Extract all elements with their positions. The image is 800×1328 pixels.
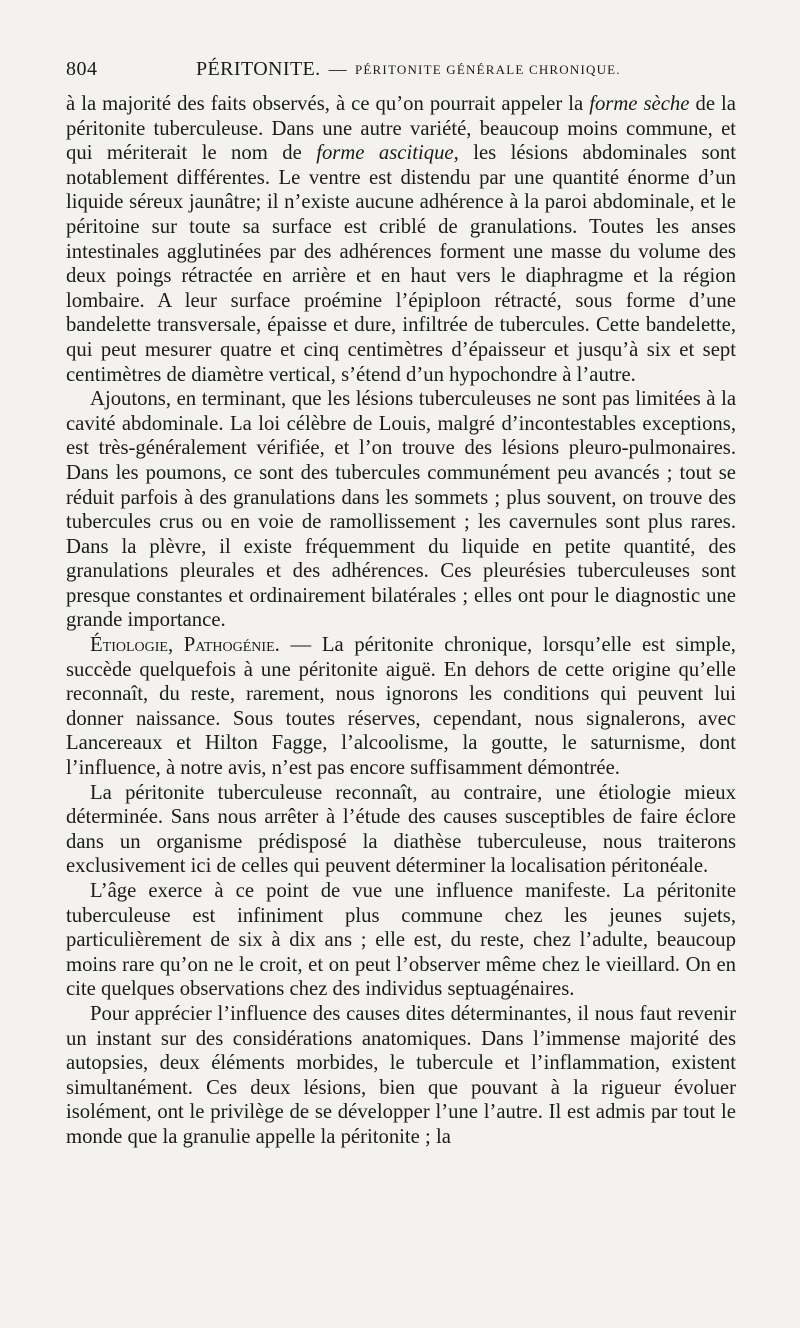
running-head [196, 58, 621, 81]
paragraph-text: , les lésions abdominales sont notablement différentes. Le ventre est distendu par une quantité énorme d’un liquide séreux jaunâtre; il n’existe aucune adhérence à la paroi abdominale, et le péritoine sur toute sa surface est criblé de granulations. Toutes les anses intestinales agglutinées par des adhérences forment une masse du volume des deux poings rétractée en arrière et en haut vers le diaphragme et la région lombaire. A leur surface proémine l’épiploon rétracté, sous forme d’une bandelette transversale, épaisse et dure, infiltrée de tubercules. Cette bandelette, qui peut mesurer quatre et cinq centimètres d’épaisseur et jusqu’à six et sept centimètres de diamètre vertical, s’étend d’un hypochondre à l’autre. [66, 142, 736, 386]
paragraph-lesions-pleuro-pulmonaires: Ajoutons, en terminant, que les lésions tuberculeuses ne sont pas limitées à la cavité abdominale. La loi célèbre de Louis, malgré d’incontestables exceptions, est très-généralement vérifiée, et l’on trouve des lésions pleuro-pulmonaires. Dans les poumons, ce sont des tubercules communément peu avancés ; tout se réduit parfois à des granulations dans les sommets ; plus souvent, on trouve des tubercules crus ou en voie de ramollissement ; les cavernules sont plus rares. Dans la plèvre, il existe fréquemment du liquide en petite quantité, des granulations pleurales et des adhérences. Ces pleurésies tuberculeuses sont presque constantes et ordinairement bilatérales ; elles ont pour le diagnostic une grande importance. [66, 388, 736, 632]
paragraph-etiologie-tuberculeuse: La péritonite tuberculeuse reconnaît, au contraire, une étiologie mieux déterminée. Sans nous arrêter à l’étude des causes susceptibles de faire éclore dans un organisme prédisposé la diathèse tuberculeuse, nous traiterons exclusivement ici de celles qui peuvent déterminer la localisation péritonéale. [66, 781, 736, 878]
body-text [66, 92, 736, 1150]
section-heading-etiologie: Étiologie, Pathogénie. [90, 634, 280, 657]
running-subtitle: PÉRITONITE GÉNÉRALE CHRONIQUE. [354, 62, 621, 77]
running-title: PÉRITONITE. [196, 58, 321, 80]
paragraph-forme-ascitique [66, 92, 736, 387]
italic-term-forme-ascitique: forme ascitique [316, 142, 454, 165]
page-number: 804 [66, 58, 98, 80]
paragraph-text: de la péritonite tuberculeuse. Dans une autre variété, beaucoup moins commune, et qui mériterait le nom de [66, 93, 736, 165]
paragraph-etiologie [66, 633, 736, 781]
running-separator: — [328, 59, 347, 79]
book-page [66, 0, 736, 1328]
italic-term-forme-seche: forme sèche [589, 93, 690, 115]
page-header [66, 58, 736, 86]
paragraph-age: L’âge exerce à ce point de vue une influence manifeste. La péritonite tuberculeuse est infiniment plus commune chez les jeunes sujets, particulièrement de six à dix ans ; elle est, du reste, chez l’adulte, beaucoup moins rare qu’on ne le croit, et on peut l’observer même chez le vieillard. On en cite quelques observations chez des individus septuagénaires. [66, 880, 736, 1001]
paragraph-text: — La péritonite chronique, lorsqu’elle est simple, succède quelquefois à une péritonite aiguë. En dehors de cette origine qu’elle reconnaît, du reste, rarement, nous ignorons les conditions qui peuvent lui donner naissance. Sous toutes réserves, cependant, nous signalerons, avec Lancereaux et Hilton Fagge, l’alcoolisme, la goutte, le saturnisme, dont l’influence, à notre avis, n’est pas encore suffisamment démontrée. [66, 634, 736, 780]
paragraph-causes-determinantes: Pour apprécier l’influence des causes dites déterminantes, il nous faut revenir un instant sur des considérations anatomiques. Dans l’immense majorité des autopsies, deux éléments morbides, le tubercule et l’inflammation, existent simultanément. Ces deux lésions, bien que pouvant à la rigueur évoluer isolément, ont le privilège de se développer l’une l’autre. Il est admis par tout le monde que la granulie appelle la péritonite ; la [66, 1002, 736, 1148]
paragraph-text: à la majorité des faits observés, à ce qu’on pourrait appeler la [66, 93, 590, 115]
